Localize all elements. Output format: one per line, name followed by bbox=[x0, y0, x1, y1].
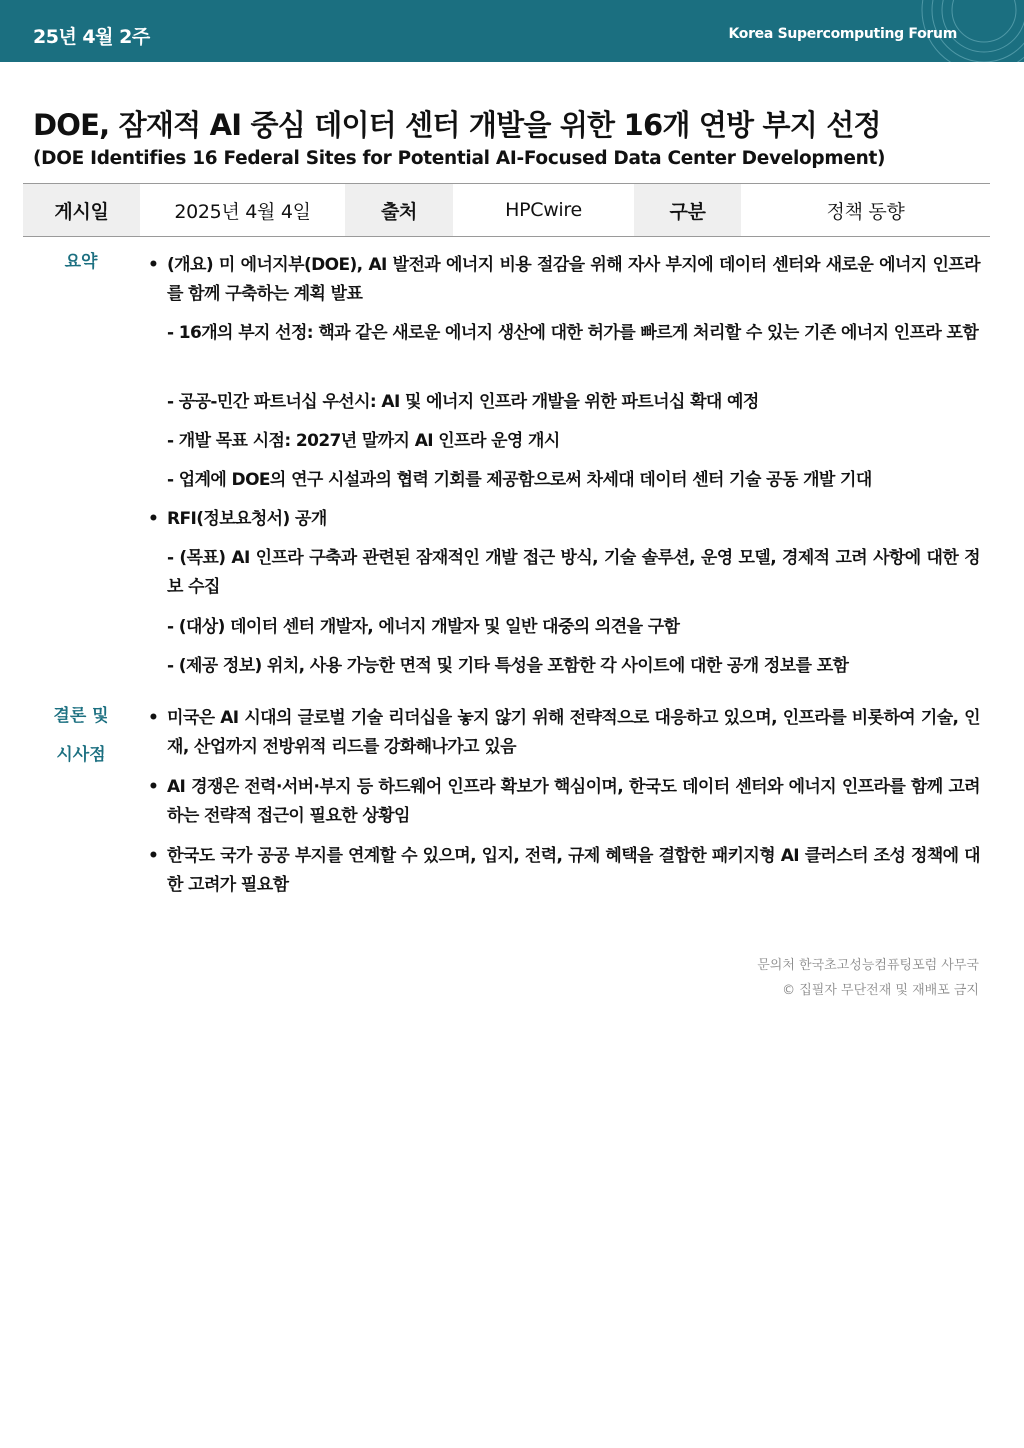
header-bar bbox=[0, 0, 1024, 62]
conclusion-bullet-3: • 한국도 국가 공공 부지를 연계할 수 있으며, 입지, 전력, 규제 혜택을 결합한 패키지형 AI 클러스터 조성 정책에 대한 고려가 필요함 bbox=[148, 842, 980, 900]
summary-sub-2: - 공공-민간 파트너십 우선시: AI 및 에너지 인프라 개발을 위한 파트너십 확대 예정 bbox=[167, 392, 759, 412]
date-label: 게시일 bbox=[23, 184, 140, 236]
summary-sub-5: - (목표) AI 인프라 구축과 관련된 잠재적인 개발 접근 방식, 기술 솔루션, 운영 모델, 경제적 고려 사항에 대한 정보 수집 bbox=[167, 548, 980, 597]
bullet-icon: • bbox=[148, 509, 159, 529]
summary-label: 요약 bbox=[64, 252, 98, 272]
summary-bullet-2: • RFI(정보요청서) 공개 bbox=[148, 505, 980, 534]
summary-sub-3: - 개발 목표 시점: 2027년 말까지 AI 인프라 운영 개시 bbox=[167, 431, 560, 451]
issue-week: 25년 4월 2주 bbox=[33, 26, 150, 48]
source-value: HPCwire bbox=[453, 184, 634, 236]
bullet-icon: • bbox=[148, 777, 159, 797]
summary-sub-6: - (대상) 데이터 센터 개발자, 에너지 개발자 및 일반 대중의 의견을 구함 bbox=[167, 617, 680, 637]
bullet-icon: • bbox=[148, 846, 159, 866]
bullet-icon: • bbox=[148, 708, 159, 728]
meta-table bbox=[23, 183, 990, 237]
summary-sub-7: - (제공 정보) 위치, 사용 가능한 면적 및 기타 특성을 포함한 각 사이트에 대한 공개 정보를 포함 bbox=[167, 656, 849, 676]
source-label: 출처 bbox=[345, 184, 453, 236]
conclusion-bullet-1: • 미국은 AI 시대의 글로벌 기술 리더십을 놓지 않기 위해 전략적으로 대응하고 있으며, 인프라를 비롯하여 기술, 인재, 산업까지 전방위적 리드를 강화해나가고 있음 bbox=[148, 704, 980, 762]
conclusion-bullet-2: • AI 경쟁은 전력·서버·부지 등 하드웨어 인프라 확보가 핵심이며, 한국도 데이터 센터와 에너지 인프라를 함께 고려하는 전략적 접근이 필요한 상황임 bbox=[148, 773, 980, 831]
summary-bullet-1: • (개요) 미 에너지부(DOE), AI 발전과 에너지 비용 절감을 위해 자사 부지에 데이터 센터와 새로운 에너지 인프라를 함께 구축하는 계획 발표 bbox=[148, 251, 980, 309]
summary-sub-1: - 16개의 부지 선정: 핵과 같은 새로운 에너지 생산에 대한 허가를 빠르게 처리할 수 있는 기존 에너지 인프라 포함 bbox=[167, 323, 979, 343]
date-value: 2025년 4월 4일 bbox=[140, 184, 345, 236]
footer-contact: 문의처 한국초고성능컴퓨팅포럼 사무국 bbox=[757, 958, 979, 973]
conclusion-label-line2: 시사점 bbox=[56, 745, 106, 765]
conclusion-label-line1: 결론 및 bbox=[53, 706, 109, 726]
category-value: 정책 동향 bbox=[741, 184, 990, 236]
forum-name: Korea Supercomputing Forum bbox=[728, 26, 957, 42]
page-subtitle: (DOE Identifies 16 Federal Sites for Potential AI-Focused Data Center Development) bbox=[33, 148, 886, 169]
category-label: 구분 bbox=[634, 184, 741, 236]
page-title: DOE, 잠재적 AI 중심 데이터 센터 개발을 위한 16개 연방 부지 선정 bbox=[33, 108, 881, 142]
summary-sub-4: - 업계에 DOE의 연구 시설과의 협력 기회를 제공함으로써 차세대 데이터 센터 기술 공동 개발 기대 bbox=[167, 470, 872, 490]
bullet-icon: • bbox=[148, 255, 159, 275]
footer-copyright: © 집필자 무단전재 및 재배포 금지 bbox=[782, 983, 979, 998]
